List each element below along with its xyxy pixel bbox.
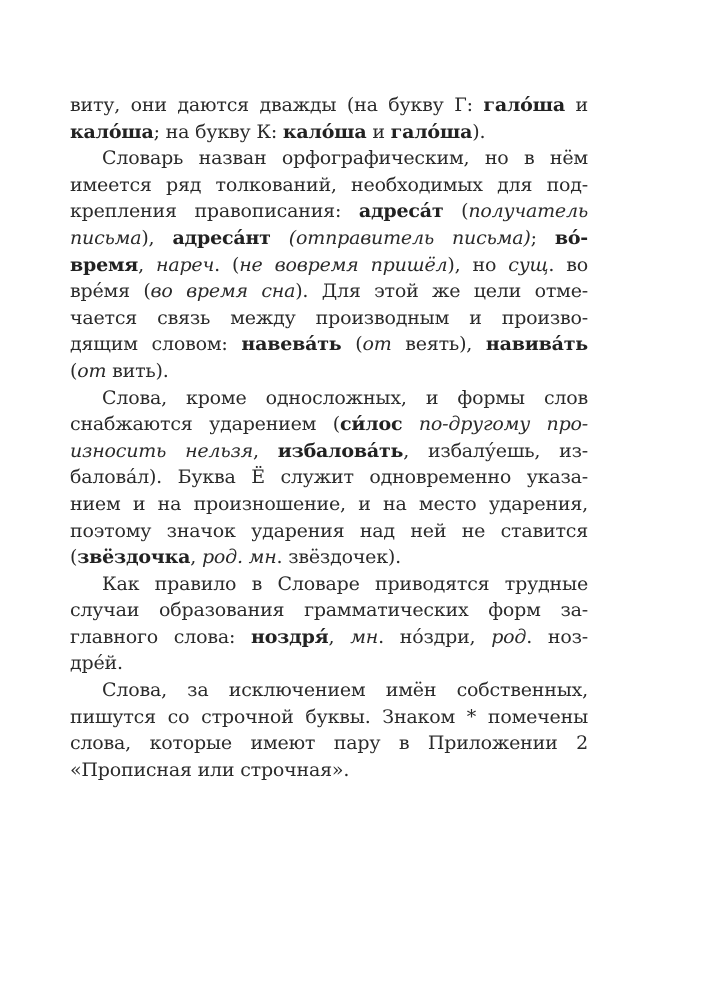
- plain-text: дящим словом:: [70, 333, 242, 356]
- bold-term: во́-: [554, 226, 588, 249]
- text-line: [70, 518, 588, 545]
- text-line: [70, 331, 588, 358]
- plain-text: крепления правописания:: [70, 200, 359, 223]
- text-line: [70, 624, 588, 651]
- plain-text: слова, которые имеют пару в Приложении 2: [70, 732, 588, 755]
- italic-note: род. мн: [201, 546, 277, 569]
- bold-term: кало́ша: [70, 120, 154, 143]
- plain-text: . (: [214, 253, 240, 276]
- italic-note: от: [362, 333, 392, 356]
- plain-text: Слова, кроме односложных, и формы слов: [102, 386, 588, 409]
- plain-text: «Прописная или строчная».: [70, 758, 350, 781]
- document-page: [70, 92, 588, 783]
- plain-text: веять),: [391, 333, 486, 356]
- plain-text: ,: [253, 439, 278, 462]
- text-line: [70, 278, 588, 305]
- bold-term: гало́ша: [390, 120, 473, 143]
- plain-text: (: [70, 546, 78, 569]
- plain-text: поэтому значок ударения над ней не ставится: [70, 519, 588, 542]
- text-line: [70, 438, 588, 465]
- plain-text: снабжаются ударением (: [70, 413, 341, 436]
- plain-text: . но́здри,: [378, 625, 492, 648]
- text-line: [70, 704, 588, 731]
- bold-term: ноздря́: [251, 625, 329, 648]
- plain-text: . ноз-: [526, 625, 589, 648]
- italic-note: износить нельзя: [70, 439, 254, 462]
- italic-note: нареч: [156, 253, 215, 276]
- bold-term: избалова́ть: [277, 439, 404, 462]
- text-line: [70, 677, 588, 704]
- plain-text: . во: [548, 253, 588, 276]
- plain-text: , избалу́ешь, из-: [403, 439, 589, 462]
- text-line: [70, 92, 588, 119]
- plain-text: и: [366, 120, 391, 143]
- plain-text: (: [341, 333, 363, 356]
- text-line: [70, 597, 588, 624]
- plain-text: ).: [472, 120, 486, 143]
- plain-text: балова́л). Буква Ё служит одновременно указа-: [70, 466, 588, 489]
- plain-text: ). Для этой же цели отме-: [295, 280, 588, 303]
- bold-term: время: [70, 253, 139, 276]
- plain-text: Словарь назван орфографическим, но в нём: [102, 147, 588, 170]
- bold-term: навева́ть: [241, 333, 342, 356]
- plain-text: главного слова:: [70, 625, 251, 648]
- plain-text: вре́мя (: [70, 280, 151, 303]
- plain-text: ), но: [447, 253, 509, 276]
- bold-term: адреса́т: [358, 200, 444, 223]
- text-line: [70, 172, 588, 199]
- italic-note: получатель: [468, 200, 589, 223]
- text-line: [70, 757, 588, 784]
- text-line: [70, 730, 588, 757]
- plain-text: виту, они даются дважды (на букву Г:: [70, 94, 484, 116]
- bold-term: си́лос: [340, 413, 403, 436]
- plain-text: дре́й.: [70, 652, 123, 675]
- plain-text: ;: [530, 226, 555, 249]
- bold-term: гало́ша: [483, 94, 565, 116]
- plain-text: [271, 227, 289, 249]
- plain-text: пишутся со строчной буквы. Знаком * помечены: [70, 705, 588, 728]
- italic-note: во время сна: [150, 280, 296, 303]
- text-line: [70, 385, 588, 412]
- italic-note: (отправитель письма): [288, 226, 531, 249]
- plain-text: (: [70, 359, 78, 382]
- text-line: [70, 145, 588, 172]
- text-line: [70, 650, 588, 677]
- italic-note: от: [77, 359, 107, 382]
- text-line: [70, 305, 588, 332]
- italic-note: письма: [70, 226, 142, 249]
- plain-text: чается связь между производным и произво-: [70, 306, 588, 329]
- plain-text: и: [564, 94, 588, 116]
- text-line: [70, 252, 588, 279]
- text-line: [70, 225, 588, 252]
- plain-text: (: [443, 200, 469, 223]
- plain-text: . звёздочек).: [276, 546, 401, 569]
- italic-note: сущ: [508, 253, 549, 276]
- plain-text: Как правило в Словаре приводятся трудные: [102, 572, 588, 595]
- text-line: [70, 464, 588, 491]
- plain-text: ; на букву К:: [153, 120, 283, 143]
- plain-text: ,: [138, 253, 157, 276]
- plain-text: ,: [328, 625, 351, 648]
- text-line: [70, 411, 588, 438]
- plain-text: ),: [141, 226, 173, 249]
- plain-text: вить).: [106, 359, 169, 382]
- bold-term: адреса́нт: [172, 226, 271, 249]
- italic-note: род: [491, 625, 527, 648]
- text-line: [70, 491, 588, 518]
- plain-text: Слова, за исключением имён собственных,: [102, 679, 588, 702]
- italic-note: мн: [350, 625, 379, 648]
- plain-text: случаи образования грамматических форм за-: [70, 599, 588, 622]
- text-line: [70, 119, 588, 146]
- text-line: [70, 544, 588, 571]
- italic-note: не вовремя пришёл: [239, 253, 448, 276]
- text-line: [70, 358, 588, 385]
- bold-term: навива́ть: [485, 333, 588, 356]
- plain-text: [402, 413, 419, 435]
- plain-text: имеется ряд толкований, необходимых для под-: [70, 173, 588, 196]
- plain-text: нием и на произношение, и на место ударения,: [70, 492, 588, 515]
- text-line: [70, 571, 588, 598]
- italic-note: по-другому про-: [418, 413, 589, 436]
- bold-term: звёздочка: [77, 546, 191, 569]
- text-line: [70, 198, 588, 225]
- bold-term: кало́ша: [282, 120, 367, 143]
- plain-text: ,: [190, 546, 202, 569]
